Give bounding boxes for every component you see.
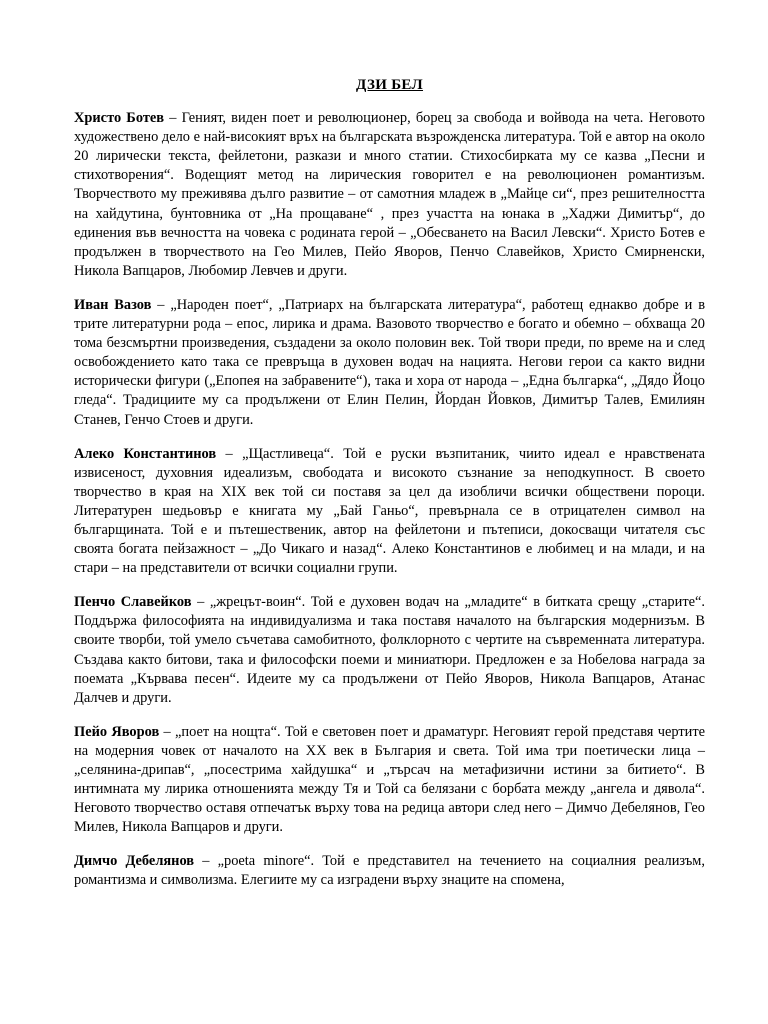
paragraph-text: – „Народен поет“, „Патриарх на българската литература“, работещ еднакво добре и в трите литературни рода – епос, лирика и драма. Вазовото творчество е богато и обемно – обхваща 20 тома безсмъртни произведения, създадени за около половин век. Той твори преди, по време на и след освобождението като така се превръща в духовен водач на нацията. Негови герои са както видни исторически фигури („Епопея на забравените“), така и хора от народа – „Една българка“, „Дядо Йоцо гледа“. Традициите му са продължени от Елин Пелин, Йордан Йовков, Димитър Талев, Емилиян Станев, Генчо Стоев и други. [74,296,706,428]
document-title: ДЗИ БЕЛ [355,77,424,93]
paragraph-konstantinov [74,445,705,579]
paragraph-text: – Геният, виден поет и революционер, борец за свобода и войвода на чета. Неговото художествено дело е най-високият връх на българската възрожденска литература. Той е автор на около 20 лирически текста, фейлетони, разкази и много статии. Стихосбирката му се казва „Песни и стихотворения“. Водещият метод на лирическия говорител е на революционен романтизъм. Творчеството му преживява дълго развитие – от самотния младеж в „Майце си“, през решителността на хайдутина, бунтовника от „На прощаване“ , през участта на юнака в „Хаджи Димитър“, до единения във вечността на човека с родината герой – „Обесването на Васил Левски“. Христо Ботев е продължен в творчеството на Гео Милев, Пейо Яворов, Пенчо Славейков, Христо Смирненски, Никола Вапцаров, Любомир Левчев и други. [74,110,706,279]
author-name: Пенчо Славейков [74,594,192,611]
paragraph-text: – „поет на нощта“. Той е световен поет и драматург. Неговият герой представя чертите на модерния човек от началото на XX век в България и света. Той има три поетически лица – „селянина-дрипав“, „посестрима хайдушка“ и „търсач на метафизични истини за битието“. В интимната му лирика отношенията между Тя и Той са белязани с борбата между „ангела и дявола“. Неговото творчество оставя отпечатък върху това на редица автори след него – Димчо Дебелянов, Гео Милев, Никола Вапцаров и други. [74,723,706,836]
paragraph-botev [74,109,705,281]
author-name: Иван Вазов [74,296,152,313]
paragraph-text: – „poeta minore“. Той е представител на течението на социалния реализъм, романтизма и символизма. Елегиите му са изградени върху знаците на спомена, [74,853,705,889]
document-page [74,76,705,906]
author-name: Алеко Константинов [74,445,217,462]
paragraph-slaveykov [74,593,705,708]
author-name: Пейо Яворов [74,723,160,740]
paragraph-vazov [74,296,705,430]
paragraph-yavorov [74,723,705,838]
paragraph-text: – „жрецът-воин“. Той е духовен водач на „младите“ в битката срещу „старите“. Поддържа философията на индивидуализма и така поставя началото на българския модернизъм. В своите творби, той умело съчетава самобитното, фолклорното с чертите на съвременната литература. Създава както битови, така и философски поеми и миниатюри. Предложен е за Нобелова награда за поемата „Кървава песен“. Идеите му са продължени от Пейо Яворов, Никола Вапцаров, Атанас Далчев и други. [74,594,705,706]
paragraph-text: – „Щастливеца“. Той е руски възпитаник, чиито идеал е нравствената извисеност, духовния идеализъм, свободата и високото съзнание за неподкупност. В своето творчество в края на XIX век той си поставя за цел да изобличи всички обществени пороци. Литературен шедьовър е книгата му „Бай Ганьо“, превърнала се в отрицателен символ на българщината. Той е и пътешественик, автор на фейлетони и пътеписи, докосващи читателя със своята богата пейзажност – „До Чикаго и назад“. Алеко Константинов е любимец и на млади, и на стари – на представители от всички социални групи. [74,445,705,577]
author-name: Христо Ботев [74,110,165,127]
paragraph-debelyanov [74,852,705,890]
author-name: Димчо Дебелянов [74,853,195,870]
